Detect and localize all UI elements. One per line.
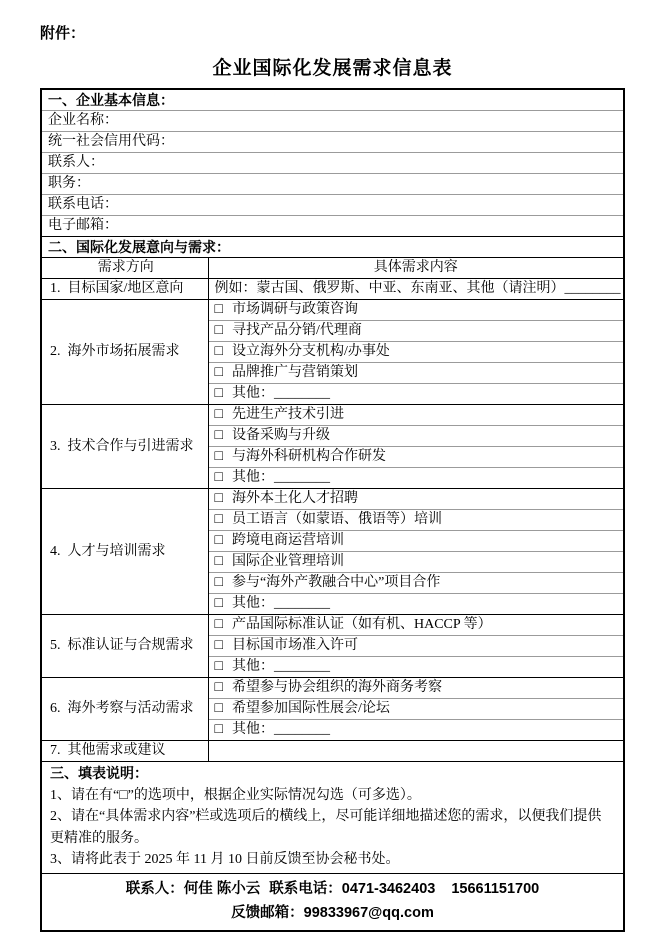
checkbox-icon: □ <box>214 722 223 737</box>
contact-names: 何佳 陈小云 <box>183 880 261 897</box>
phone-label: 联系电话： <box>269 880 342 897</box>
need-direction-cell: 3. 技术合作与引进需求 <box>41 405 208 489</box>
need-direction-cell: 2. 海外市场拓展需求 <box>41 300 208 405</box>
checkbox-icon: □ <box>214 344 223 359</box>
field-label: 统一社会信用代码： <box>41 132 624 153</box>
form-table <box>40 88 625 932</box>
option-label: 市场调研与政策咨询 <box>231 302 358 317</box>
field-label: 电子邮箱： <box>41 216 624 237</box>
option-cell <box>208 426 624 447</box>
checkbox-icon: □ <box>214 596 223 611</box>
checkbox-icon: □ <box>214 323 223 338</box>
option-label: 目标国市场准入许可 <box>231 638 358 653</box>
column-header-direction: 需求方向 <box>41 258 208 279</box>
field-label: 联系电话： <box>41 195 624 216</box>
need-row-tech-cooperation <box>41 405 624 426</box>
checkbox-icon: □ <box>214 638 223 653</box>
footer-cell <box>41 873 624 931</box>
need-direction-cell: 1. 目标国家/地区意向 <box>41 279 208 300</box>
need-direction-cell: 4. 人才与培训需求 <box>41 489 208 615</box>
need-direction-cell: 6. 海外考察与活动需求 <box>41 678 208 741</box>
checkbox-icon: □ <box>214 491 223 506</box>
option-cell <box>208 552 624 573</box>
checkbox-icon: □ <box>214 554 223 569</box>
notes-row <box>41 762 624 874</box>
option-cell <box>208 657 624 678</box>
need-row-standards-compliance <box>41 615 624 636</box>
checkbox-icon: □ <box>214 659 223 674</box>
field-label: 联系人： <box>41 153 624 174</box>
need-row-target-countries <box>41 279 624 300</box>
option-cell <box>208 468 624 489</box>
option-cell <box>208 405 624 426</box>
need-direction-cell: 5. 标准认证与合规需求 <box>41 615 208 678</box>
option-label: 其他：________ <box>231 722 330 737</box>
option-label: 寻找产品分销/代理商 <box>231 323 362 338</box>
option-cell <box>208 594 624 615</box>
email-label: 反馈邮箱： <box>231 904 304 921</box>
option-cell <box>208 699 624 720</box>
option-label: 其他：________ <box>231 659 330 674</box>
option-label: 设立海外分支机构/办事处 <box>231 344 390 359</box>
need-content-cell: 例如：蒙古国、俄罗斯、中亚、东南亚、其他（请注明）________ <box>208 279 624 300</box>
option-label: 员工语言（如蒙语、俄语等）培训 <box>231 512 442 527</box>
checkbox-icon: □ <box>214 680 223 695</box>
checkbox-icon: □ <box>214 575 223 590</box>
checkbox-icon: □ <box>214 365 223 380</box>
field-row-email <box>41 216 624 237</box>
option-cell <box>208 363 624 384</box>
option-cell <box>208 300 624 321</box>
option-cell <box>208 678 624 699</box>
section1-header: 一、企业基本信息： <box>48 92 174 108</box>
option-cell <box>208 447 624 468</box>
option-cell <box>208 531 624 552</box>
option-cell <box>208 720 624 741</box>
section1-header-row <box>41 89 624 111</box>
field-label: 职务： <box>41 174 624 195</box>
option-label: 先进生产技术引进 <box>231 407 344 422</box>
checkbox-icon: □ <box>214 407 223 422</box>
column-header-content: 具体需求内容 <box>208 258 624 279</box>
need-row-other-suggestions <box>41 741 624 762</box>
option-label: 跨境电商运营培训 <box>231 533 344 548</box>
need-row-talent-training <box>41 489 624 510</box>
field-row-company-name <box>41 111 624 132</box>
need-row-overseas-visits <box>41 678 624 699</box>
section2-header: 二、国际化发展意向与需求： <box>41 237 624 258</box>
field-row-credit-code <box>41 132 624 153</box>
option-cell <box>208 321 624 342</box>
need-row-market-expansion <box>41 300 624 321</box>
checkbox-icon: □ <box>214 470 223 485</box>
checkbox-icon: □ <box>214 449 223 464</box>
option-label: 其他：________ <box>231 386 330 401</box>
option-cell <box>208 342 624 363</box>
option-cell <box>208 510 624 531</box>
field-row-phone <box>41 195 624 216</box>
checkbox-icon: □ <box>214 386 223 401</box>
option-label: 参与“海外产教融合中心”项目合作 <box>231 575 441 590</box>
option-label: 海外本土化人才招聘 <box>231 491 358 506</box>
field-label: 企业名称： <box>41 111 624 132</box>
note-item: 2、请在“具体需求内容”栏或选项后的横线上，尽可能详细地描述您的需求，以便我们提供更精准的服务。 <box>50 809 602 846</box>
footer-email-line <box>42 901 623 925</box>
column-header-row <box>41 258 624 279</box>
option-label: 希望参与协会组织的海外商务考察 <box>231 680 442 695</box>
option-label: 其他：________ <box>231 470 330 485</box>
option-label: 与海外科研机构合作研发 <box>231 449 386 464</box>
option-label: 希望参加国际性展会/论坛 <box>231 701 390 716</box>
checkbox-icon: □ <box>214 428 223 443</box>
checkbox-icon: □ <box>214 512 223 527</box>
option-label: 产品国际标准认证（如有机、HACCP 等） <box>231 617 492 632</box>
email-address: 99833967@qq.com <box>303 904 434 921</box>
option-label: 设备采购与升级 <box>231 428 330 443</box>
option-cell <box>208 573 624 594</box>
footer-contact-line <box>42 877 623 901</box>
attachment-label: 附件： <box>40 25 86 42</box>
phone-number-1: 0471-3462403 <box>341 880 436 897</box>
checkbox-icon: □ <box>214 302 223 317</box>
page-title: 企业国际化发展需求信息表 <box>212 58 453 79</box>
option-cell <box>208 489 624 510</box>
checkbox-icon: □ <box>214 617 223 632</box>
need-direction-cell: 7. 其他需求或建议 <box>41 741 208 762</box>
option-label: 其他：________ <box>231 596 330 611</box>
option-cell <box>208 636 624 657</box>
field-row-contact-person <box>41 153 624 174</box>
note-item: 1、请在有“□”的选项中，根据企业实际情况勾选（可多选）。 <box>50 787 421 803</box>
phone-number-2: 15661151700 <box>451 880 540 897</box>
option-label: 品牌推广与营销策划 <box>231 365 358 380</box>
field-row-position <box>41 174 624 195</box>
notes-cell <box>41 762 624 874</box>
option-label: 国际企业管理培训 <box>231 554 344 569</box>
contact-label: 联系人： <box>125 880 184 897</box>
checkbox-icon: □ <box>214 533 223 548</box>
footer-row <box>41 873 624 931</box>
option-cell <box>208 615 624 636</box>
section3-header: 三、填表说明： <box>50 765 148 781</box>
checkbox-icon: □ <box>214 701 223 716</box>
section2-header-row <box>41 237 624 258</box>
note-item: 3、请将此表于 2025 年 11 月 10 日前反馈至协会秘书处。 <box>50 852 400 867</box>
option-cell <box>208 384 624 405</box>
need-content-cell <box>208 741 624 762</box>
